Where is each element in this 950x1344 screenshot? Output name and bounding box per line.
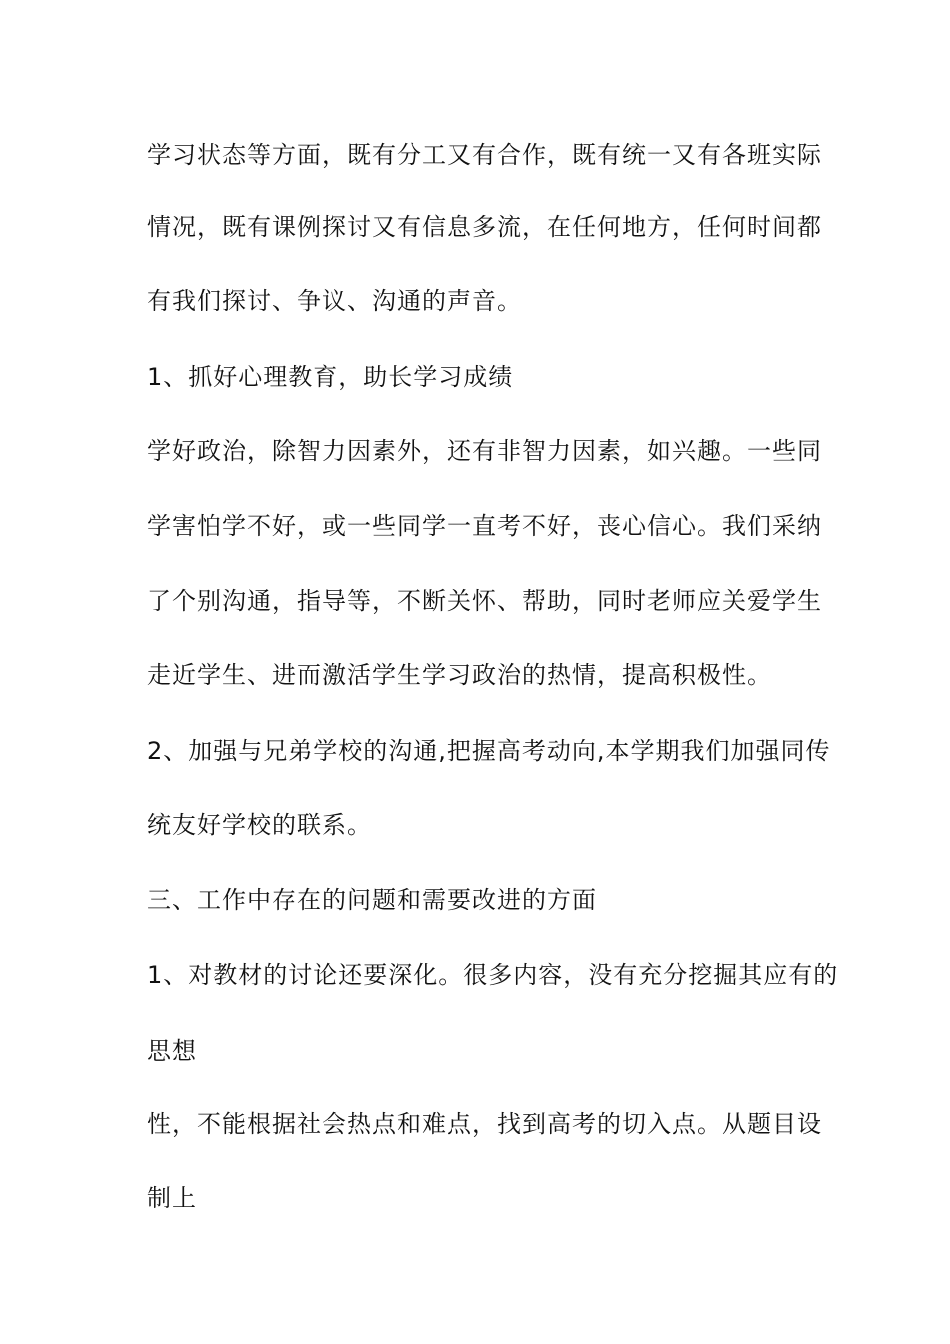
text-line-2: 情况，既有课例探讨又有信息多流，在任何地方，任何时间都 [147,213,822,241]
text-line-14: 性，不能根据社会热点和难点，找到高考的切入点。从题目设 [147,1110,822,1138]
text-line-6: 学害怕学不好，或一些同学一直考不好，丧心信心。我们采纳 [147,512,822,540]
text-line-1: 学习状态等方面，既有分工又有合作，既有统一又有各班实际 [147,141,822,169]
text-line-5: 学好政治，除智力因素外，还有非智力因素，如兴趣。一些同 [147,437,822,465]
section-heading-3: 三、工作中存在的问题和需要改进的方面 [147,886,597,914]
text-line-10: 统友好学校的联系。 [147,811,372,839]
text-line-3: 有我们探讨、争议、沟通的声音。 [147,287,522,315]
text-line-13: 思想 [147,1037,197,1065]
text-line-12: 1、对教材的讨论还要深化。很多内容，没有充分挖掘其应有的 [147,961,839,989]
text-line-15: 制上 [147,1184,197,1212]
section-heading-2: 2、加强与兄弟学校的沟通,把握高考动向,本学期我们加强同传 [147,737,831,765]
text-line-7: 了个别沟通，指导等，不断关怀、帮助，同时老师应关爱学生 [147,587,822,615]
text-line-8: 走近学生、进而激活学生学习政治的热情，提高积极性。 [147,661,772,689]
section-heading-1: 1、抓好心理教育，助长学习成绩 [147,363,514,391]
